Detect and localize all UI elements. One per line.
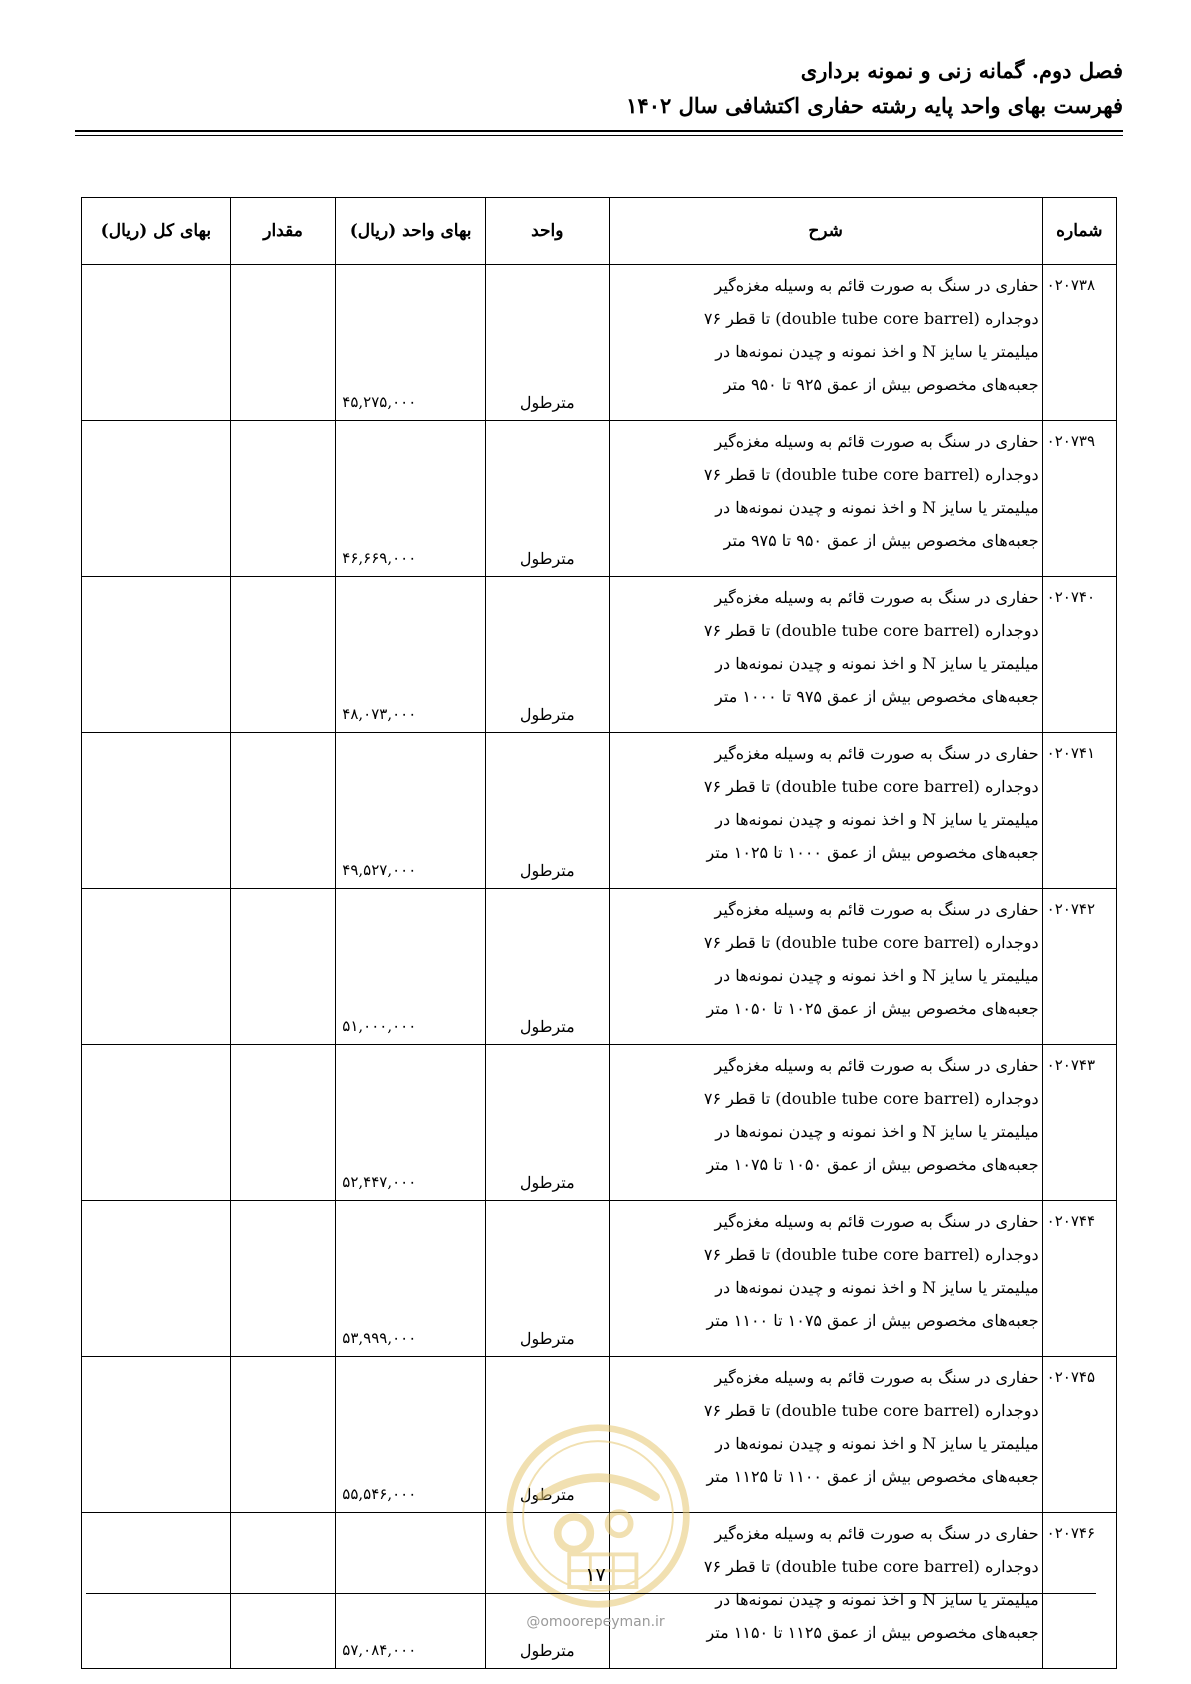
item-unit: مترطول	[485, 1513, 609, 1669]
description-line: میلیمتر یا سایز N و اخذ نمونه و چیدن نمونه‌ها در	[715, 810, 1039, 829]
unit-price-value: ۴۹,۵۲۷,۰۰۰	[342, 861, 417, 879]
item-quantity	[230, 577, 336, 733]
item-unit: مترطول	[485, 577, 609, 733]
table-row	[82, 1045, 1117, 1201]
watermark-text: @omoorepeyman.ir	[526, 1614, 665, 1630]
description-line: جعبه‌های مخصوص بیش از عمق ۱۰۰۰ تا ۱۰۲۵ متر	[706, 843, 1039, 862]
item-total-price	[82, 1357, 231, 1513]
item-code: ۰۲۰۷۴۲	[1042, 889, 1116, 1045]
table-row	[82, 733, 1117, 889]
item-unit: مترطول	[485, 889, 609, 1045]
description-line: جعبه‌های مخصوص بیش از عمق ۹۷۵ تا ۱۰۰۰ متر	[715, 687, 1039, 706]
description-line: میلیمتر یا سایز N و اخذ نمونه و چیدن نمونه‌ها در	[715, 342, 1039, 361]
description-line: دوجداره (double tube core barrel) تا قطر ۷۶	[703, 309, 1039, 328]
unit-price-value: ۵۵,۵۴۶,۰۰۰	[342, 1485, 417, 1503]
footer-rule	[86, 1593, 1096, 1594]
description-line: دوجداره (double tube core barrel) تا قطر ۷۶	[703, 1245, 1039, 1264]
col-header-quantity: مقدار	[230, 198, 336, 265]
item-total-price	[82, 889, 231, 1045]
description-line: جعبه‌های مخصوص بیش از عمق ۹۲۵ تا ۹۵۰ متر	[723, 375, 1039, 394]
description-line: دوجداره (double tube core barrel) تا قطر ۷۶	[703, 933, 1039, 952]
item-code: ۰۲۰۷۴۰	[1042, 577, 1116, 733]
table-row	[82, 1201, 1117, 1357]
item-quantity	[230, 1045, 336, 1201]
item-total-price	[82, 1045, 231, 1201]
description-line: میلیمتر یا سایز N و اخذ نمونه و چیدن نمونه‌ها در	[715, 1122, 1039, 1141]
description-line: حفاری در سنگ به صورت قائم به وسیله مغزه‌گیر	[714, 1368, 1039, 1387]
description-line: میلیمتر یا سایز N و اخذ نمونه و چیدن نمونه‌ها در	[715, 1278, 1039, 1297]
item-description	[609, 1045, 1042, 1201]
description-line: میلیمتر یا سایز N و اخذ نمونه و چیدن نمونه‌ها در	[715, 966, 1039, 985]
item-quantity	[230, 1513, 336, 1669]
table-row	[82, 265, 1117, 421]
description-line: دوجداره (double tube core barrel) تا قطر ۷۶	[703, 1401, 1039, 1420]
description-line: حفاری در سنگ به صورت قائم به وسیله مغزه‌گیر	[714, 588, 1039, 607]
table-header-row	[82, 198, 1117, 265]
item-total-price	[82, 577, 231, 733]
unit-price-value: ۴۸,۰۷۳,۰۰۰	[342, 705, 417, 723]
col-header-unit-price: بهای واحد (ریال)	[336, 198, 486, 265]
description-line: جعبه‌های مخصوص بیش از عمق ۱۰۵۰ تا ۱۰۷۵ متر	[706, 1155, 1039, 1174]
description-line: دوجداره (double tube core barrel) تا قطر ۷۶	[703, 1557, 1039, 1576]
description-line: حفاری در سنگ به صورت قائم به وسیله مغزه‌گیر	[714, 900, 1039, 919]
description-line: میلیمتر یا سایز N و اخذ نمونه و چیدن نمونه‌ها در	[715, 498, 1039, 517]
item-quantity	[230, 889, 336, 1045]
item-code: ۰۲۰۷۳۹	[1042, 421, 1116, 577]
item-description	[609, 421, 1042, 577]
item-unit: مترطول	[485, 1201, 609, 1357]
description-line: جعبه‌های مخصوص بیش از عمق ۹۵۰ تا ۹۷۵ متر	[723, 531, 1039, 550]
item-code: ۰۲۰۷۴۱	[1042, 733, 1116, 889]
item-code: ۰۲۰۷۴۶	[1042, 1513, 1116, 1669]
unit-price-value: ۵۳,۹۹۹,۰۰۰	[342, 1329, 417, 1347]
item-code: ۰۲۰۷۴۵	[1042, 1357, 1116, 1513]
item-unit-price	[336, 889, 486, 1045]
description-line: حفاری در سنگ به صورت قائم به وسیله مغزه‌گیر	[714, 744, 1039, 763]
item-description	[609, 577, 1042, 733]
item-description	[609, 1201, 1042, 1357]
item-unit: مترطول	[485, 1357, 609, 1513]
description-line: دوجداره (double tube core barrel) تا قطر ۷۶	[703, 465, 1039, 484]
item-description	[609, 889, 1042, 1045]
description-line: میلیمتر یا سایز N و اخذ نمونه و چیدن نمونه‌ها در	[715, 1590, 1039, 1609]
unit-price-value: ۵۲,۴۴۷,۰۰۰	[342, 1173, 417, 1191]
description-line: حفاری در سنگ به صورت قائم به وسیله مغزه‌گیر	[714, 276, 1039, 295]
item-total-price	[82, 1513, 231, 1669]
table-row	[82, 421, 1117, 577]
col-header-unit: واحد	[485, 198, 609, 265]
description-line: حفاری در سنگ به صورت قائم به وسیله مغزه‌گیر	[714, 1056, 1039, 1075]
description-line: حفاری در سنگ به صورت قائم به وسیله مغزه‌گیر	[714, 1212, 1039, 1231]
description-line: جعبه‌های مخصوص بیش از عمق ۱۱۲۵ تا ۱۱۵۰ متر	[706, 1623, 1039, 1642]
item-description	[609, 265, 1042, 421]
item-unit-price	[336, 733, 486, 889]
description-line: جعبه‌های مخصوص بیش از عمق ۱۱۰۰ تا ۱۱۲۵ متر	[706, 1467, 1039, 1486]
unit-price-value: ۴۵,۲۷۵,۰۰۰	[342, 393, 417, 411]
table-row	[82, 889, 1117, 1045]
col-header-code: شماره	[1042, 198, 1116, 265]
description-line: جعبه‌های مخصوص بیش از عمق ۱۰۲۵ تا ۱۰۵۰ متر	[706, 999, 1039, 1018]
item-unit: مترطول	[485, 265, 609, 421]
description-line: جعبه‌های مخصوص بیش از عمق ۱۰۷۵ تا ۱۱۰۰ متر	[706, 1311, 1039, 1330]
item-total-price	[82, 1201, 231, 1357]
item-unit: مترطول	[485, 421, 609, 577]
col-header-total-price: بهای کل (ریال)	[82, 198, 231, 265]
item-unit-price	[336, 577, 486, 733]
item-quantity	[230, 1201, 336, 1357]
description-line: میلیمتر یا سایز N و اخذ نمونه و چیدن نمونه‌ها در	[715, 654, 1039, 673]
item-unit-price	[336, 1201, 486, 1357]
item-quantity	[230, 265, 336, 421]
table-row	[82, 577, 1117, 733]
description-line: دوجداره (double tube core barrel) تا قطر ۷۶	[703, 621, 1039, 640]
item-total-price	[82, 421, 231, 577]
page-number: ۱۷	[585, 1564, 606, 1586]
document-title: فهرست بهای واحد پایه رشته حفاری اکتشافی سال ۱۴۰۲	[626, 93, 1123, 118]
chapter-title: فصل دوم. گمانه زنی و نمونه برداری	[800, 58, 1123, 83]
header-rule-thin	[75, 135, 1123, 136]
item-quantity	[230, 1357, 336, 1513]
item-total-price	[82, 733, 231, 889]
col-header-description: شرح	[609, 198, 1042, 265]
item-unit: مترطول	[485, 1045, 609, 1201]
description-line: حفاری در سنگ به صورت قائم به وسیله مغزه‌گیر	[714, 1524, 1039, 1543]
description-line: دوجداره (double tube core barrel) تا قطر ۷۶	[703, 1089, 1039, 1108]
unit-price-value: ۵۷,۰۸۴,۰۰۰	[342, 1641, 417, 1659]
item-unit-price	[336, 1357, 486, 1513]
item-unit: مترطول	[485, 733, 609, 889]
item-description	[609, 733, 1042, 889]
description-line: حفاری در سنگ به صورت قائم به وسیله مغزه‌گیر	[714, 432, 1039, 451]
item-unit-price	[336, 265, 486, 421]
item-unit-price	[336, 1513, 486, 1669]
item-total-price	[82, 265, 231, 421]
item-quantity	[230, 421, 336, 577]
item-code: ۰۲۰۷۴۳	[1042, 1045, 1116, 1201]
item-code: ۰۲۰۷۳۸	[1042, 265, 1116, 421]
header-rule-thick	[75, 130, 1123, 132]
item-code: ۰۲۰۷۴۴	[1042, 1201, 1116, 1357]
item-unit-price	[336, 421, 486, 577]
description-line: دوجداره (double tube core barrel) تا قطر ۷۶	[703, 777, 1039, 796]
unit-price-value: ۵۱,۰۰۰,۰۰۰	[342, 1017, 417, 1035]
item-quantity	[230, 733, 336, 889]
item-unit-price	[336, 1045, 486, 1201]
unit-price-value: ۴۶,۶۶۹,۰۰۰	[342, 549, 417, 567]
description-line: میلیمتر یا سایز N و اخذ نمونه و چیدن نمونه‌ها در	[715, 1434, 1039, 1453]
